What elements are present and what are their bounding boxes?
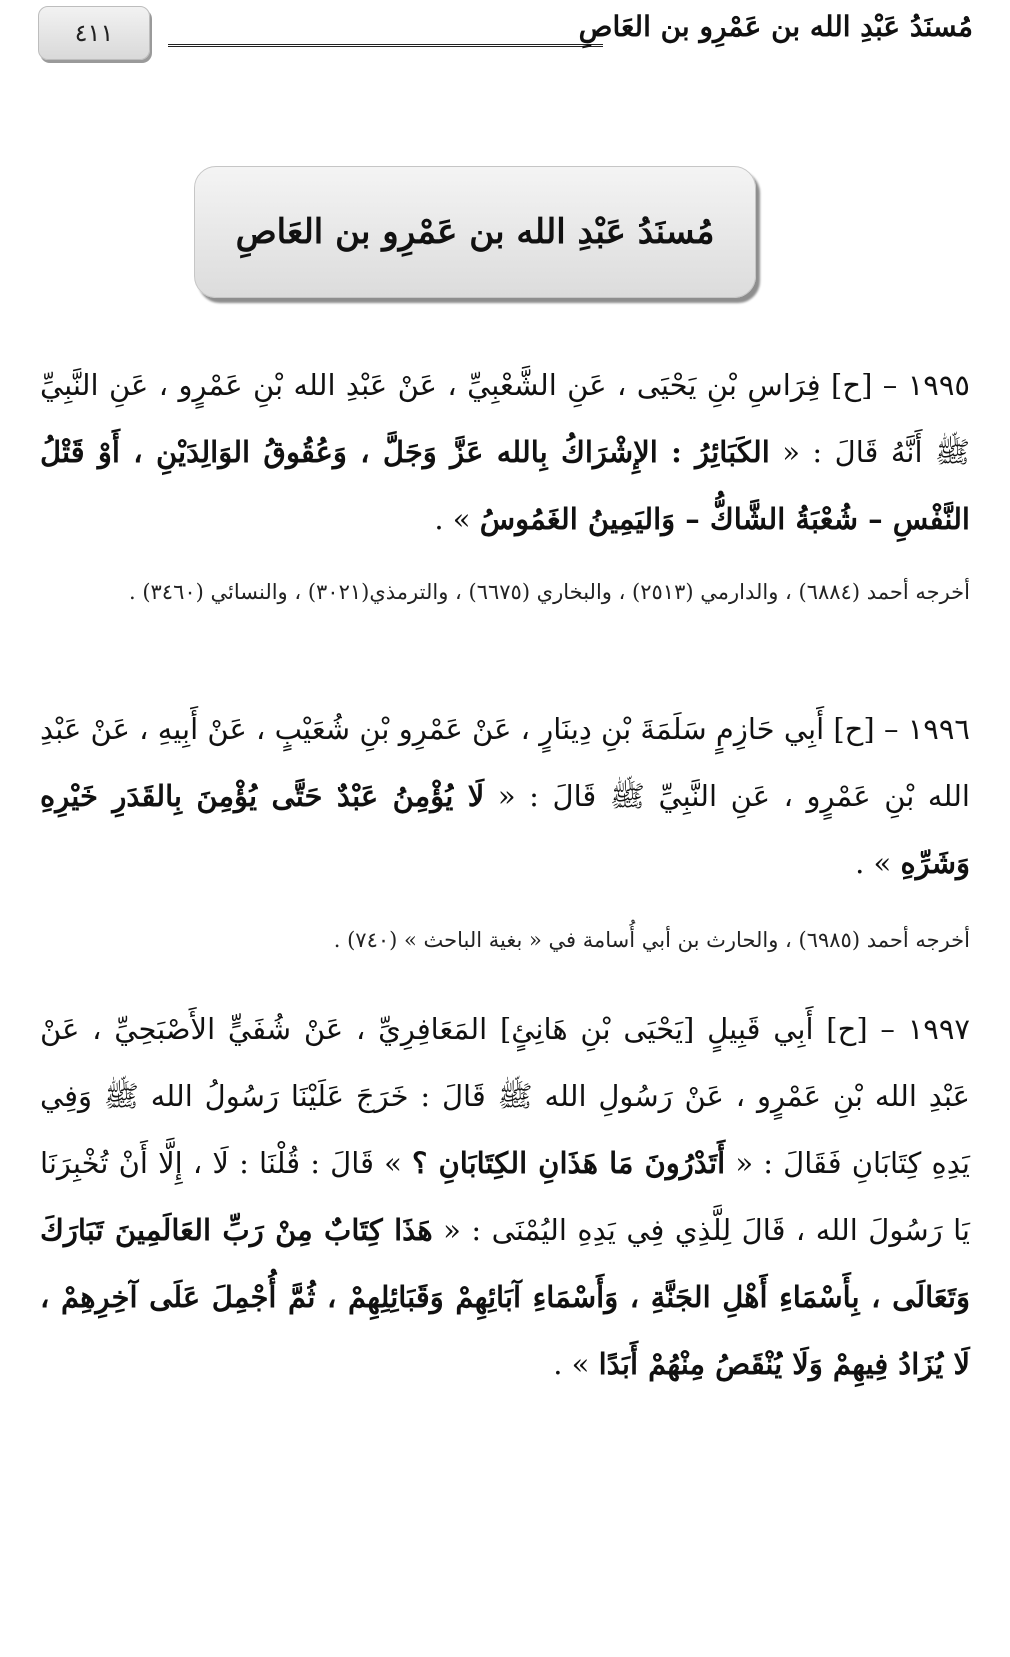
hadith-isnad: [ح] أَبِي قَبِيلٍ [يَحْيَى بْنِ هَانِئٍ] المَعَافِرِيِّ ، عَنْ شُفَيٍّ الأَصْبَحِيِّ ، عَنْ عَبْدِ الله بْنِ عَمْرٍو ، عَنْ رَسُولِ الله ﷺ قَالَ : خَرَجَ عَلَيْنَا رَسُولُ الله ﷺ وَفِي يَدِهِ كِتَابَانِ فَقَالَ : « xyxy=(40,1012,970,1180)
hadith-1996 xyxy=(40,696,970,897)
hadith-narration: » قَالَ : قُلْنَا : لَا ، إِلَّا أَنْ تُخْبِرَنَا يَا رَسُولَ الله ، قَالَ لِلَّذِي فِي يَدِهِ اليُمْنَى : « xyxy=(40,1146,971,1247)
section-title-box xyxy=(194,166,756,298)
takhrij-1995: أخرجه أحمد (٦٨٨٤) ، والدارمي (٢٥١٣) ، والبخاري (٦٦٧٥) ، والترمذي(٣٠٢١) ، والنسائي (٣٤٦٠) . xyxy=(128,580,970,604)
hadith-number: ١٩٩٦ – xyxy=(874,712,970,746)
hadith-matn: لَا يُؤْمِنُ عَبْدٌ حَتَّى يُؤْمِنَ بِالقَدَرِ خَيْرِهِ وَشَرِّهِ xyxy=(40,779,970,880)
hadith-isnad: [ح] أَبِي حَازِمٍ سَلَمَةَ بْنِ دِينَارٍ ، عَنْ عَمْرِو بْنِ شُعَيْبٍ ، عَنْ أَبِيهِ ، عَنْ عَبْدِ الله بْنِ عَمْرٍو ، عَنِ النَّبِيِّ ﷺ قَالَ : « xyxy=(40,712,970,813)
section-title: مُسنَدُ عَبْدِ الله بن عَمْرِو بن العَاصِ xyxy=(235,212,715,252)
hadith-isnad: [ح] فِرَاسِ بْنِ يَحْيَى ، عَنِ الشَّعْبِيِّ ، عَنْ عَبْدِ الله بْنِ عَمْرٍو ، عَنِ النَّبِيِّ ﷺ أَنَّهُ قَالَ : « xyxy=(40,368,970,469)
hadith-end: » . xyxy=(855,846,901,880)
hadith-number: ١٩٩٥ – xyxy=(872,368,971,402)
hadith-number: ١٩٩٧ – xyxy=(867,1012,970,1046)
running-title: مُسنَدُ عَبْدِ الله بن عَمْرِو بن العَاصِ xyxy=(578,10,973,43)
hadith-matn-question: أَتَدْرُونَ مَا هَذَانِ الكِتَابَانِ ؟ xyxy=(412,1146,726,1180)
hadith-end: » . xyxy=(434,502,480,536)
hadith-1997 xyxy=(40,996,970,1398)
hadith-matn: الكَبَائِرُ : الإِشْرَاكُ بِالله عَزَّ وَجَلَّ ، وَعُقُوقُ الوَالِدَيْنِ ، أَوْ قَتْلُ النَّفْسِ – شُعْبَةُ الشَّاكُّ – وَاليَمِينُ الغَمُوسُ xyxy=(40,435,970,536)
page-number: ٤١١ xyxy=(38,6,150,60)
hadith-end: » . xyxy=(553,1347,599,1381)
page-header xyxy=(38,6,973,64)
takhrij-1996: أخرجه أحمد (٦٩٨٥) ، والحارث بن أبي أُسامة في « بغية الباحث » (٧٤٠) . xyxy=(333,928,970,952)
hadith-matn: هَذَا كِتَابٌ مِنْ رَبِّ العَالَمِينَ تَبَارَكَ وَتَعَالَى ، بِأَسْمَاءِ أَهْلِ الجَنَّةِ ، وَأَسْمَاءِ آبَائِهِمْ وَقَبَائِلِهِمْ ، ثُمَّ أُجْمِلَ عَلَى آخِرِهِمْ ، لَا يُزَادُ فِيهِمْ وَلَا يُنْقَصُ مِنْهُمْ أَبَدًا xyxy=(40,1213,970,1381)
header-rule xyxy=(168,44,603,50)
hadith-1995 xyxy=(40,352,970,553)
